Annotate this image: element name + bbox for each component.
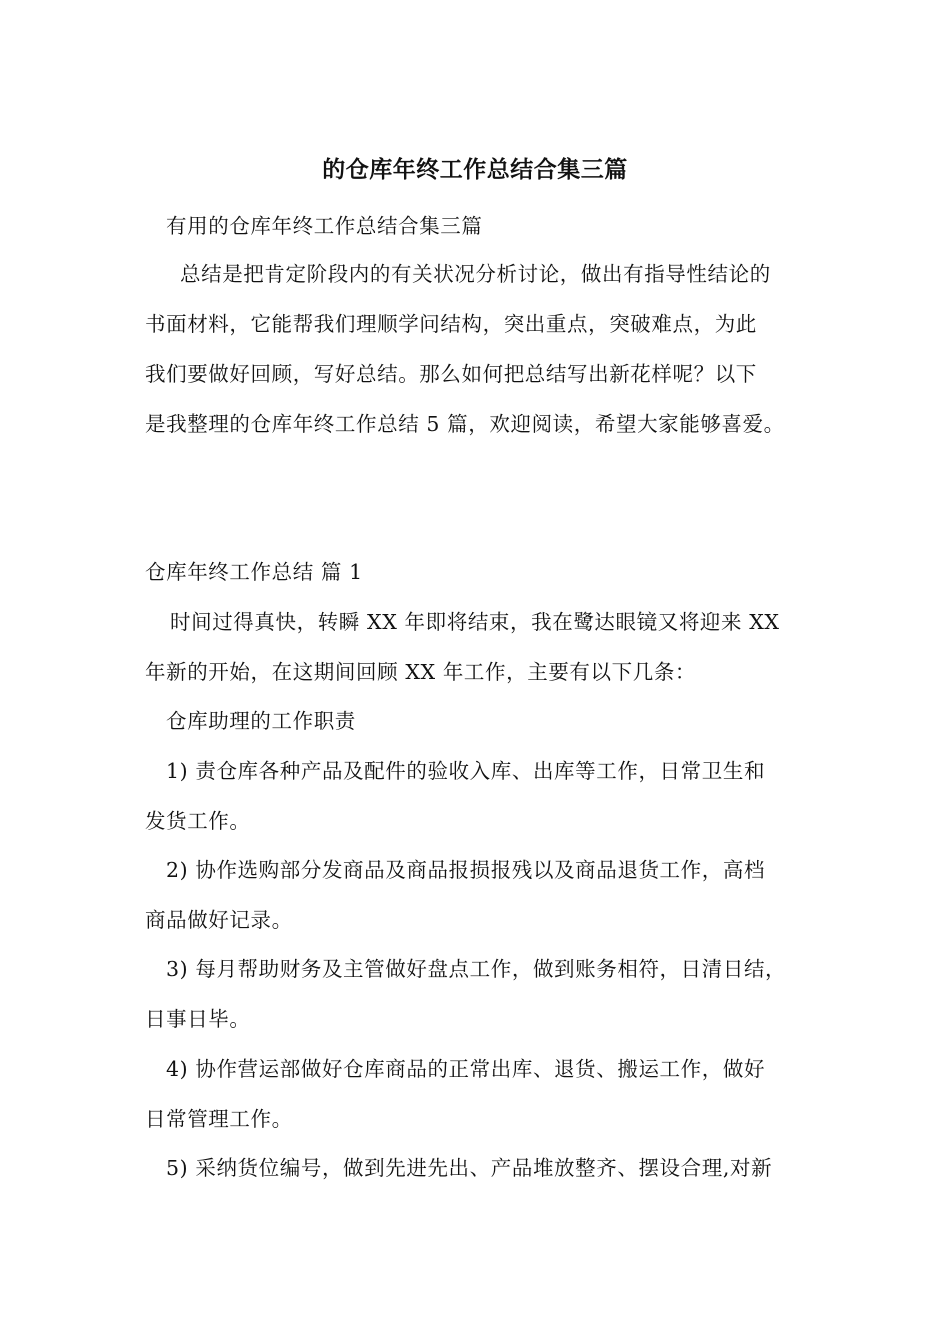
item-3-line-2: 日事日毕。 [145, 1007, 251, 1031]
intro-line-4: 是我整理的仓库年终工作总结 5 篇，欢迎阅读，希望大家能够喜爱。 [145, 412, 785, 436]
item-1-line-2: 发货工作。 [145, 809, 251, 833]
para1-line-1: 时间过得真快，转瞬 XX 年即将结束，我在鹭达眼镜又将迎来 XX [170, 610, 780, 634]
section-subheading: 仓库助理的工作职责 [166, 709, 356, 733]
section-heading: 仓库年终工作总结 篇 1 [145, 560, 363, 584]
item-4-line-2: 日常管理工作。 [145, 1107, 293, 1131]
item-3-line-1: 3) 每月帮助财务及主管做好盘点工作，做到账务相符，日清日结， [166, 957, 787, 981]
item-2-line-1: 2) 协作选购部分发商品及商品报损报残以及商品退货工作，高档 [166, 858, 766, 882]
document-subtitle: 有用的仓库年终工作总结合集三篇 [166, 214, 483, 238]
document-title: 的仓库年终工作总结合集三篇 [322, 156, 628, 183]
intro-line-1: 总结是把肯定阶段内的有关状况分析讨论，做出有指导性结论的 [180, 262, 771, 286]
item-4-line-1: 4) 协作营运部做好仓库商品的正常出库、退货、搬运工作，做好 [166, 1057, 766, 1081]
intro-line-2: 书面材料，它能帮我们理顺学问结构，突出重点，突破难点，为此 [145, 312, 757, 336]
item-2-line-2: 商品做好记录。 [145, 908, 293, 932]
item-1-line-1: 1) 责仓库各种产品及配件的验收入库、出库等工作，日常卫生和 [166, 759, 766, 783]
item-5-line-1: 5) 采纳货位编号，做到先进先出、产品堆放整齐、摆设合理,对新 [166, 1156, 773, 1180]
para1-line-2: 年新的开始，在这期间回顾 XX 年工作，主要有以下几条： [145, 660, 697, 684]
intro-line-3: 我们要做好回顾，写好总结。那么如何把总结写出新花样呢？以下 [145, 362, 757, 386]
